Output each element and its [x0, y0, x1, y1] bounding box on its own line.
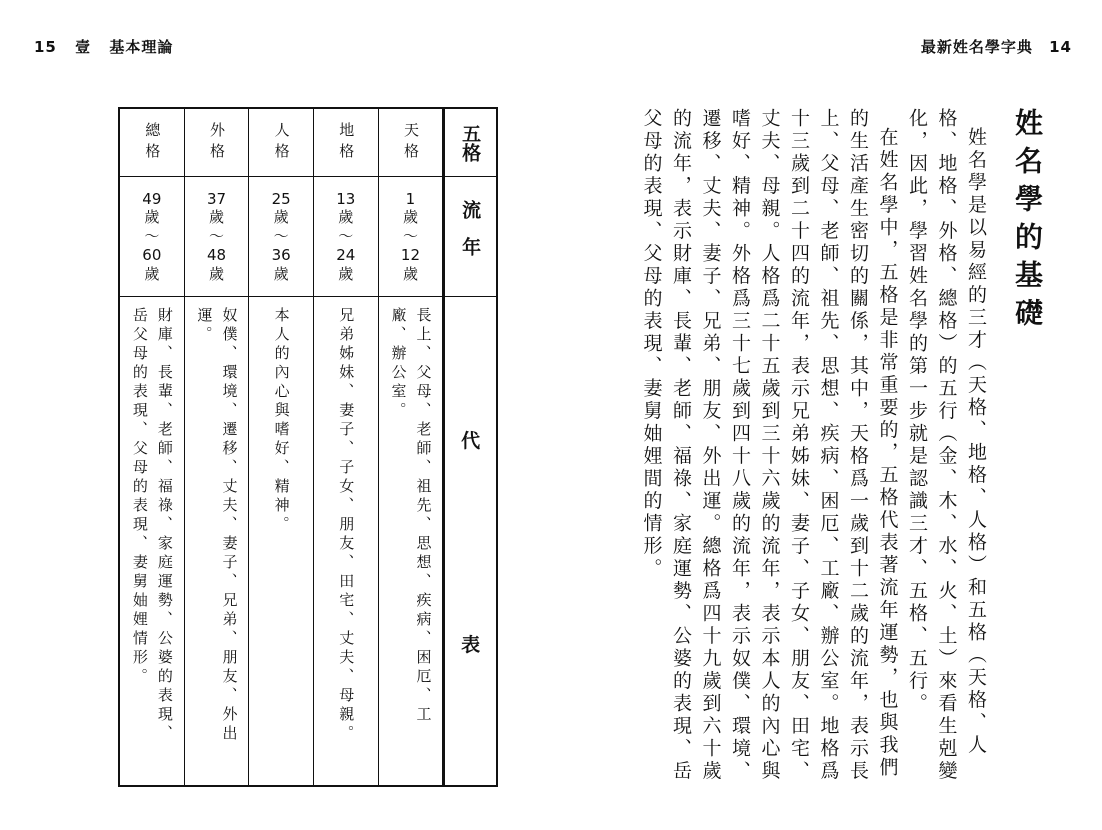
grid-description: 財庫、長輩、老師、福祿、家庭運勢、公婆的表現、岳父母的表現、父母的表現、妻舅妯娌情形。	[130, 307, 174, 744]
grid-name: 地格	[314, 109, 378, 177]
table-row	[249, 109, 314, 785]
article-paragraph: 在姓名學中，五格是非常重要的，五格代表著流年運勢，也與我們的生活產生密切的關係，其中，天格爲一歲到十二歲的流年，表示長上、父母、老師、祖先、思想、疾病、困厄、工廠、辦公室。地格爲十三歲到二十四的流年，表示兄弟姊妹、妻子、子女、朋友、田宅、丈夫、母親。人格爲二十五歲到三十六歲的流年，表示本人的內心與嗜好、精神。外格爲三十七歲到四十八歲的流年，表示奴僕、環境、遷移、丈夫、妻子、兄弟、朋友、外出運。總格爲四十九歲到六十歲的流年，表示財庫、長輩、老師、福祿、家庭運勢、公婆的表現、岳父母的表現、父母的表現、妻舅妯娌間的情形。	[640, 108, 899, 783]
header-represent-char2: 表	[461, 633, 481, 656]
header-five-grid: 五格	[445, 109, 496, 177]
grid-description: 長上、父母、老師、祖先、思想、疾病、困厄、工廠、辦公室。	[389, 307, 433, 725]
header-represent	[445, 297, 496, 785]
grid-age-range: 25 歲 〜 36 歲	[249, 177, 313, 297]
table-header-column	[443, 109, 496, 785]
page-number-right: 14	[1049, 38, 1072, 56]
table-row	[120, 109, 185, 785]
grid-age-range: 13 歲 〜 24 歲	[314, 177, 378, 297]
table-row	[185, 109, 250, 785]
article-body	[640, 108, 990, 798]
grid-description: 奴僕、環境、遷移、丈夫、妻子、兄弟、朋友、外出運。	[195, 307, 239, 744]
section-label: 基本理論	[109, 38, 174, 56]
grid-age-range: 1 歲 〜 12 歲	[379, 177, 443, 297]
grid-name: 外格	[185, 109, 249, 177]
grid-name: 人格	[249, 109, 313, 177]
grid-age-range: 37 歲 〜 48 歲	[185, 177, 249, 297]
article-paragraph: 姓名學是以易經的三才（天格、地格、人格）和五格（天格、人格、地格、外格、總格）的五行（金、木、水、火、土）來看生剋變化，因此，學習姓名學的第一步就是認識三才、五格、五行。	[906, 108, 987, 783]
grid-age-range: 49 歲 〜 60 歲	[120, 177, 184, 297]
header-annual: 流年	[445, 177, 496, 297]
chapter-label: 壹	[75, 38, 92, 56]
grid-description: 本人的內心與嗜好、精神。	[272, 307, 291, 535]
table-row	[314, 109, 379, 785]
page-header-right	[911, 36, 1072, 57]
grid-description: 兄弟姊妹、妻子、子女、朋友、田宅、丈夫、母親。	[337, 307, 356, 744]
grid-name: 總格	[120, 109, 184, 177]
grid-name: 天格	[379, 109, 443, 177]
table-row	[379, 109, 444, 785]
page-header-left	[34, 36, 185, 57]
header-represent-char1: 代	[461, 429, 481, 452]
book-title: 最新姓名學字典	[920, 38, 1033, 56]
five-grid-table	[118, 107, 498, 787]
article-title: 姓名學的基礎	[1011, 108, 1044, 336]
page-number-left: 15	[34, 38, 57, 56]
